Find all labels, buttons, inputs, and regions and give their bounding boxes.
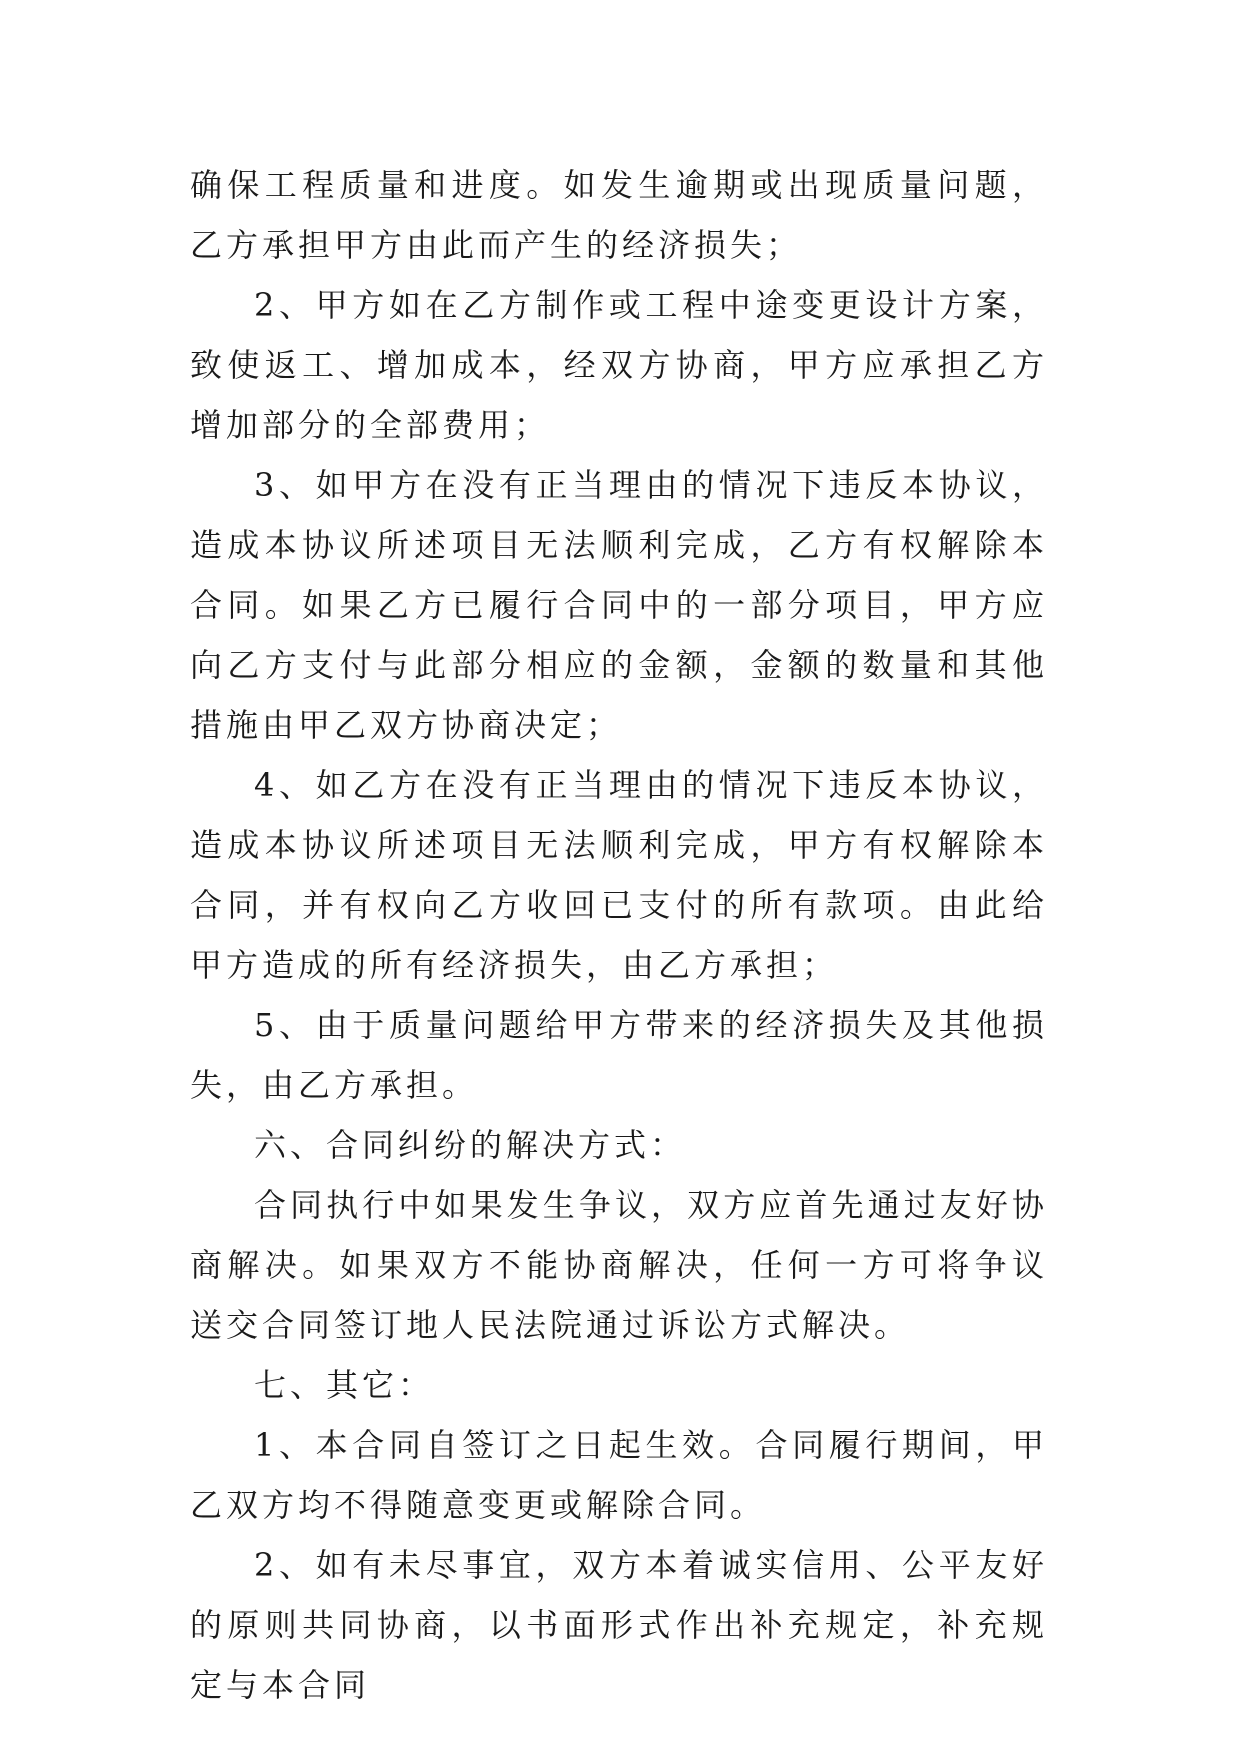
paragraph-dispute-resolution: 合同执行中如果发生争议，双方应首先通过友好协商解决。如果双方不能协商解决，任何一方可将争议送交合同签订地人民法院通过诉讼方式解决。	[190, 1186, 1048, 1344]
paragraph-clause-3: 3、如甲方在没有正当理由的情况下违反本协议，造成本协议所述项目无法顺利完成，乙方有权解除本合同。如果乙方已履行合同中的一部分项目，甲方应向乙方支付与此部分相应的金额，金额的数量和其他措施由甲乙双方协商决定；	[190, 466, 1048, 744]
section-heading-dispute-resolution: 六、合同纠纷的解决方式：	[254, 1126, 687, 1164]
paragraph-clause-5: 5、由于质量问题给甲方带来的经济损失及其他损失，由乙方承担。	[190, 1006, 1048, 1104]
paragraph-clause-2: 2、甲方如在乙方制作或工程中途变更设计方案，致使返工、增加成本，经双方协商，甲方应承担乙方增加部分的全部费用；	[190, 286, 1048, 444]
document-body	[190, 155, 1048, 1715]
paragraph-other-2: 2、如有未尽事宜，双方本着诚实信用、公平友好的原则共同协商，以书面形式作出补充规定，补充规定与本合同	[190, 1546, 1048, 1704]
section-heading-other: 七、其它：	[254, 1366, 435, 1404]
paragraph-other-1: 1、本合同自签订之日起生效。合同履行期间，甲乙双方均不得随意变更或解除合同。	[190, 1426, 1048, 1524]
paragraph-clause-4: 4、如乙方在没有正当理由的情况下违反本协议，造成本协议所述项目无法顺利完成，甲方有权解除本合同，并有权向乙方收回已支付的所有款项。由此给甲方造成的所有经济损失，由乙方承担；	[190, 766, 1048, 984]
paragraph-continuation: 确保工程质量和进度。如发生逾期或出现质量问题，乙方承担甲方由此而产生的经济损失；	[190, 166, 1048, 264]
